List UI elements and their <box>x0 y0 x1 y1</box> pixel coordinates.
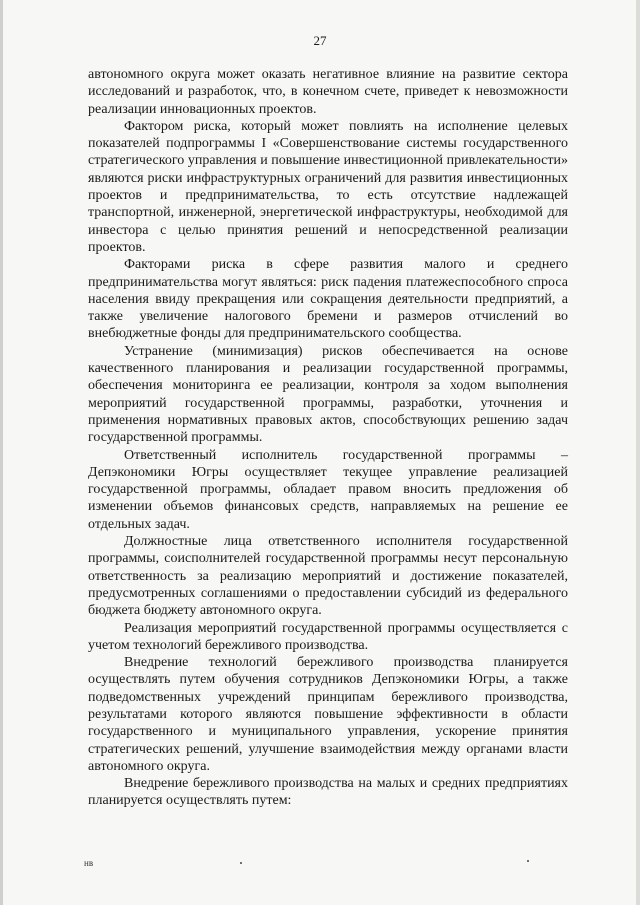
scan-right-edge <box>636 0 640 905</box>
paragraph-officials-responsibility: Должностные лица ответственного исполнителя государственной программы, соисполнителей государственной программы несут персональную ответственность за реализацию мероприятий и достижение показателей, предусмотренных соглашениями о предоставлении субсидий из федерального бюджета бюджету автономного округа. <box>88 534 568 619</box>
body-text <box>88 66 568 810</box>
page-number: 27 <box>313 33 327 48</box>
paragraph-risk-mitigation: Устранение (минимизация) рисков обеспечивается на основе качественного планирования и реализации государственной программы, обеспечения мониторинга ее реализации, контроля за ходом выполнения мероприятий государственной программы, разработки, уточнения и применения нормативных правовых актов, способствующих решению задач государственной программы. <box>88 343 568 446</box>
paragraph-continuation: автономного округа может оказать негативное влияние на развитие сектора исследований и разработок, что, в конечном счете, приведет к невозможности реализации инновационных проектов. <box>88 67 568 117</box>
scan-speck <box>527 860 529 862</box>
paragraph-small-business-risk: Факторами риска в сфере развития малого и среднего предпринимательства могут являться: риск падения платежеспособного спроса населения ввиду прекращения или сокращения деятельности предприятий, а также увеличение налогового бремени и размеров отчислений во внебюджетные фонды для предпринимательского сообщества. <box>88 257 568 342</box>
paragraph-infrastructure-risk: Фактором риска, который может повлиять на исполнение целевых показателей подпрограммы I «Совершенствование системы государственного стратегического управления и повышение инвестиционной привлекательности» являются риски инфраструктурных ограничений для развития инвестиционных проектов и предпринимательства, то есть отсутствие надлежащей транспортной, инженерной, энергетической инфраструктуры, необходимой для инвестора с целью принятия решений и непосредственной реализации проектов. <box>88 118 568 255</box>
paragraph-lean-training: Внедрение технологий бережливого производства планируется осуществлять путем обучения сотрудников Депэкономики Югры, а также подведомственных учреждений принципам бережливого производства, результатами которого являются повышение эффективности в области государственного и муниципального управления, ускорение принятия стратегических решений, улучшение взаимодействия между органами власти автономного округа. <box>88 655 568 774</box>
scan-speck <box>240 862 242 864</box>
paragraph-lean-enterprises: Внедрение бережливого производства на малых и средних предприятиях планируется осуществлять путем: <box>88 776 568 809</box>
paragraph-lean-technologies: Реализация мероприятий государственной программы осуществляется с учетом технологий бережливого производства. <box>88 620 568 653</box>
paragraph-responsible-executor: Ответственный исполнитель государственной программы – Депэкономики Югры осуществляет текущее управление реализацией государственной программы, обладает правом вносить предложения об изменении объемов финансовых средств, направляемых на решение ее отдельных задач. <box>88 447 568 532</box>
footer-code: нв <box>84 858 94 868</box>
scan-left-edge <box>0 0 3 905</box>
